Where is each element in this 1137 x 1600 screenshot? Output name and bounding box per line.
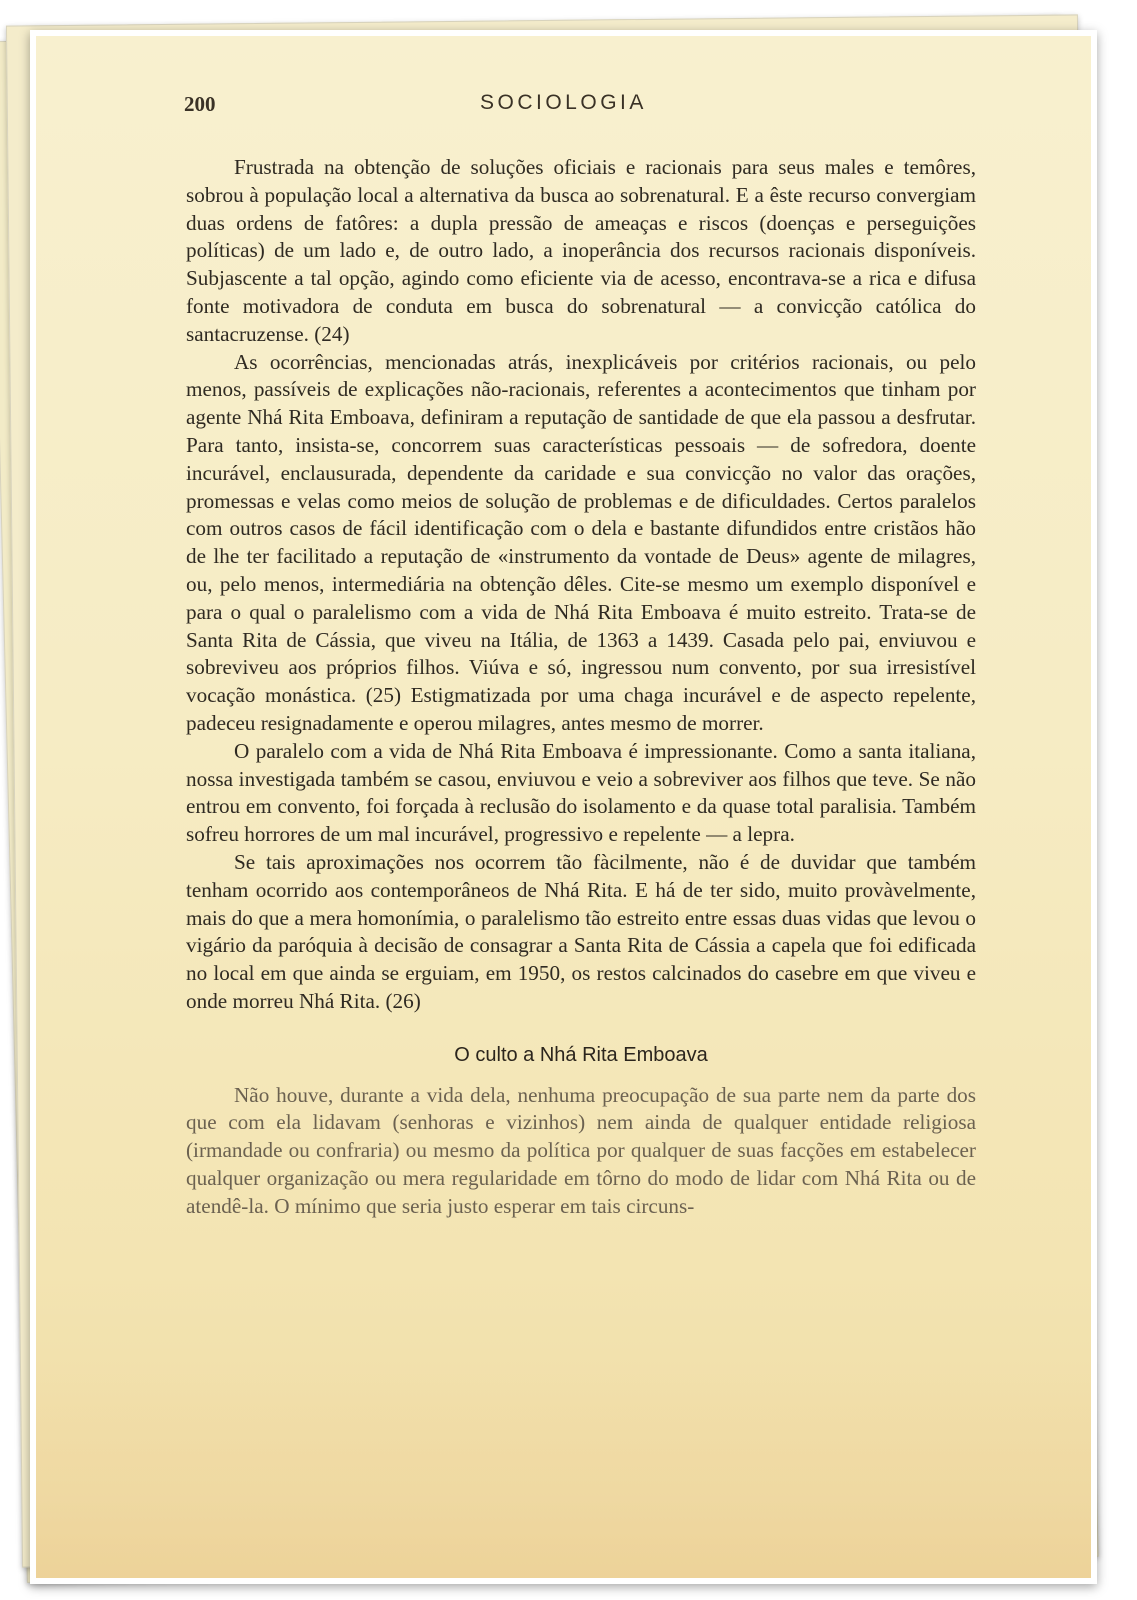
section-heading: O culto a Nhá Rita Emboava bbox=[454, 1043, 708, 1066]
paragraph: Não houve, durante a vida dela, nenhuma preocupação de sua parte nem da parte dos que com ela lidavam (senhoras e vizinhos) nem ainda de qualquer entidade religiosa (irmandade ou confraria) ou mesmo da política por qualquer de suas facções em estabelecer qualquer organização ou mera regularidade em tôrno do modo de lidar com Nhá Rita ou de atendê-la. O mínimo que seria justo esperar em tais circuns- bbox=[186, 1082, 976, 1218]
running-title: SOCIOLOGIA bbox=[480, 91, 647, 114]
page-number: 200 bbox=[184, 92, 216, 116]
scanned-page bbox=[30, 30, 1097, 1584]
paragraph: As ocorrências, mencionadas atrás, inexplicáveis por critérios racionais, ou pelo menos, passíveis de explicações não-racionais, referentes a acontecimentos que tinham por agente Nhá Rita Emboava, definiram a reputação de santidade de que ela passou a desfrutar. Para tanto, insista-se, concorrem suas características pessoais — de sofredora, doente incurável, enclausurada, dependente da caridade e sua convicção no valor das orações, promessas e velas como meios de solução de problemas e de dificuldades. Certos paralelos com outros casos de fácil identificação com o dela e bastante difundidos entre cristãos hão de lhe ter facilitado a reputação de «instrumento da vontade de Deus» agente de milagres, ou, pelo menos, intermediária na obtenção dêles. Cite-se mesmo um exemplo disponível e para o qual o paralelismo com a vida de Nhá Rita Emboava é muito estreito. Trata-se de Santa Rita de Cássia, que viveu na Itália, de 1363 a 1439. Casada pelo pai, enviuvou e sobreviveu aos próprios filhos. Viúva e só, ingressou num convento, por sua irresistível vocação monástica. (25) Estigmatizada por uma chaga incurável e de aspecto repelente, padeceu resignadamente e operou milagres, antes mesmo de morrer. bbox=[186, 349, 976, 735]
page-bottom-fade bbox=[36, 1368, 1091, 1578]
body-text bbox=[186, 154, 976, 1220]
paragraph: Frustrada na obtenção de soluções oficiais e racionais para seus males e temôres, sobrou à população local a alternativa da busca ao sobrenatural. E a êste recurso convergiam duas ordens de fatôres: a dupla pressão de ameaças e riscos (doenças e perseguições políticas) de um lado e, de outro lado, a inoperância dos recursos racionais disponíveis. Subjascente a tal opção, agindo como eficiente via de acesso, encontrava-se a rica e difusa fonte motivadora de conduta em busca do sobrenatural — a convicção católica do santacruzense. (24) bbox=[186, 155, 976, 346]
paragraph: Se tais aproximações nos ocorrem tão fàcilmente, não é de duvidar que também tenham ocorrido aos contemporâneos de Nhá Rita. E há de ter sido, muito provàvelmente, mais do que a mera homonímia, o paralelismo tão estreito entre essas duas vidas que levou o vigário da paróquia à decisão de consagrar a Santa Rita de Cássia a capela que foi edificada no local em que ainda se erguiam, em 1950, os restos calcinados do casebre em que viveu e onde morreu Nhá Rita. (26) bbox=[186, 849, 976, 1013]
paragraph: O paralelo com a vida de Nhá Rita Emboava é impressionante. Como a santa italiana, nossa investigada também se casou, enviuvou e veio a sobreviver aos filhos que teve. Se não entrou em convento, foi forçada à reclusão do isolamento e da quase total paralisia. Também sofreu horrores de um mal incurável, progressivo e repelente — a lepra. bbox=[186, 738, 976, 847]
page-header bbox=[184, 92, 984, 122]
